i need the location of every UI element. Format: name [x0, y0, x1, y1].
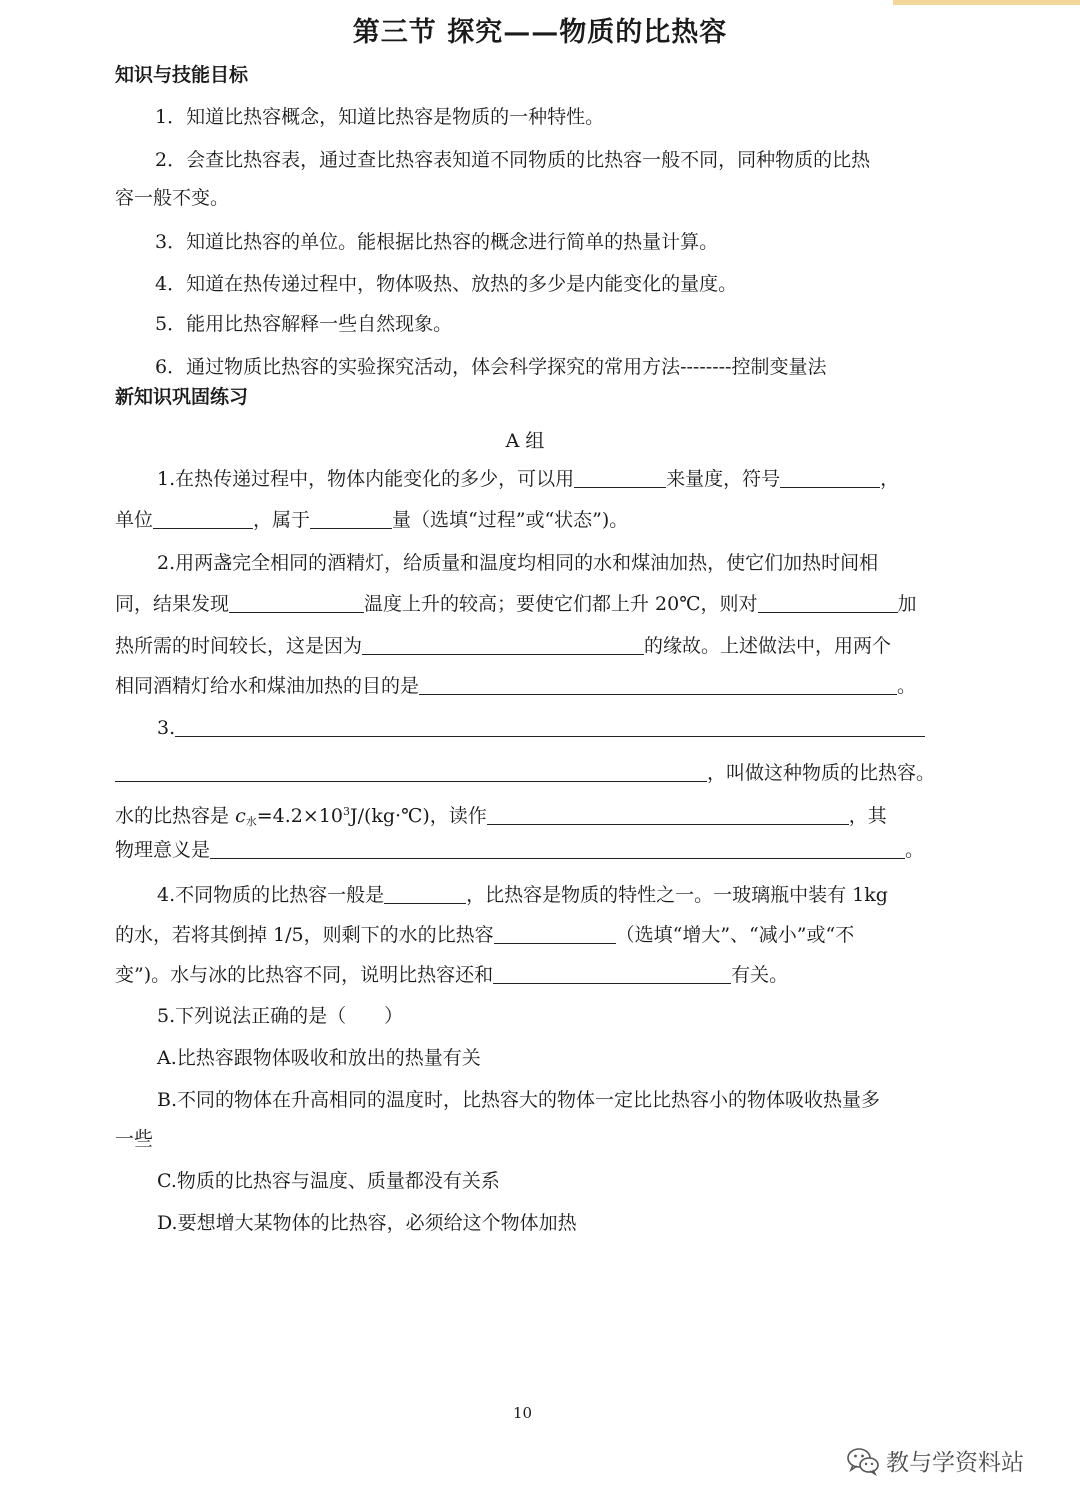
answer-blank[interactable]: [175, 716, 925, 737]
answer-blank[interactable]: [487, 804, 849, 825]
exponent: 3: [342, 805, 350, 818]
question-5-option-d[interactable]: D.要想增大某物体的比热容，必须给这个物体加热: [157, 1212, 577, 1234]
answer-blank[interactable]: [419, 674, 897, 695]
question-2-line-4: 相同酒精灯给水和煤油加热的目的是 。: [115, 675, 917, 697]
objective-item: 6．通过物质比热容的实验探究活动，体会科学探究的常用方法--------控制变量法: [155, 356, 827, 378]
page-number: 10: [512, 1404, 533, 1422]
question-4-line-2: 的水，若将其倒掉 1/5，则剩下的水的比热容 （选填“增大”、“减小”或“不: [115, 924, 855, 946]
question-3-line-4: 物理意义是 。: [115, 839, 925, 861]
objective-item: 容一般不变。: [115, 187, 230, 209]
practice-heading: 新知识巩固练习: [115, 386, 249, 408]
question-5-stem: 5.下列说法正确的是（ ）: [157, 1005, 404, 1027]
question-5-option-a[interactable]: A.比热容跟物体吸收和放出的热量有关: [157, 1047, 481, 1069]
objective-item: 5．能用比热容解释一些自然现象。: [155, 313, 453, 335]
c-subscript: 水: [245, 815, 257, 828]
page-title: 第三节 探究——物质的比热容: [352, 17, 728, 48]
question-5-option-c[interactable]: C.物质的比热容与温度、质量都没有关系: [157, 1170, 500, 1192]
question-2-line-1: 2.用两盏完全相同的酒精灯，给质量和温度均相同的水和煤油加热，使它们加热时间相: [157, 552, 879, 574]
answer-blank[interactable]: [210, 838, 905, 859]
question-5-option-b[interactable]: B.不同的物体在升高相同的温度时，比热容大的物体一定比比热容小的物体吸收热量多: [157, 1089, 881, 1111]
group-label: A 组: [505, 430, 545, 452]
objective-item: 3．知道比热容的单位。能根据比热容的概念进行简单的热量计算。: [155, 231, 719, 253]
question-4-line-1: 4.不同物质的比热容一般是 ，比热容是物质的特性之一。一玻璃瓶中装有 1kg: [157, 884, 888, 906]
question-1-line-1: 1.在热传递过程中，物体内能变化的多少，可以用 来量度，符号 ，: [157, 468, 900, 490]
decorative-corner-strip: [893, 0, 1080, 5]
objectives-heading: 知识与技能目标: [115, 64, 249, 86]
answer-blank[interactable]: [780, 467, 880, 488]
answer-blank[interactable]: [153, 508, 253, 529]
objective-item: 2．会查比热容表，通过查比热容表知道不同物质的比热容一般不同，同种物质的比热: [155, 149, 871, 171]
answer-blank[interactable]: [384, 883, 466, 904]
wechat-icon: [846, 1446, 880, 1476]
question-5-option-b-continued: 一些: [115, 1128, 154, 1150]
answer-blank[interactable]: [493, 963, 731, 984]
question-1-line-2: 单位 ，属于 量（选填“过程”或“状态”)。: [115, 509, 629, 531]
c-symbol: c: [235, 805, 246, 827]
watermark: [846, 1444, 1024, 1477]
answer-blank[interactable]: [574, 467, 666, 488]
answer-blank[interactable]: [758, 592, 898, 613]
objective-item: 1．知道比热容概念，知道比热容是物质的一种特性。: [155, 106, 605, 128]
answer-blank[interactable]: [310, 508, 392, 529]
watermark-text: 教与学资料站: [886, 1450, 1024, 1476]
question-3-line-3: 水的比热容是 $c_水=4.2\times 10^3J/(kg\cdot℃)$，读作 ，其: [115, 805, 887, 828]
answer-blank[interactable]: [229, 592, 364, 613]
answer-blank[interactable]: [115, 761, 707, 782]
question-2-line-2: 同，结果发现 温度上升的较高；要使它们都上升 20℃，则对 加: [115, 593, 917, 615]
question-4-line-3: 变”)。水与冰的比热容不同，说明比热容还和 有关。: [115, 964, 789, 986]
question-2-line-3: 热所需的时间较长，这是因为 的缘故。上述做法中，用两个: [115, 635, 892, 657]
question-3-line-2: ，叫做这种物质的比热容。: [115, 761, 935, 785]
answer-blank[interactable]: [494, 923, 616, 944]
question-3-line-1: 3.: [157, 716, 925, 740]
answer-blank[interactable]: [362, 634, 644, 655]
objective-item: 4．知道在热传递过程中，物体吸热、放热的多少是内能变化的量度。: [155, 273, 738, 295]
